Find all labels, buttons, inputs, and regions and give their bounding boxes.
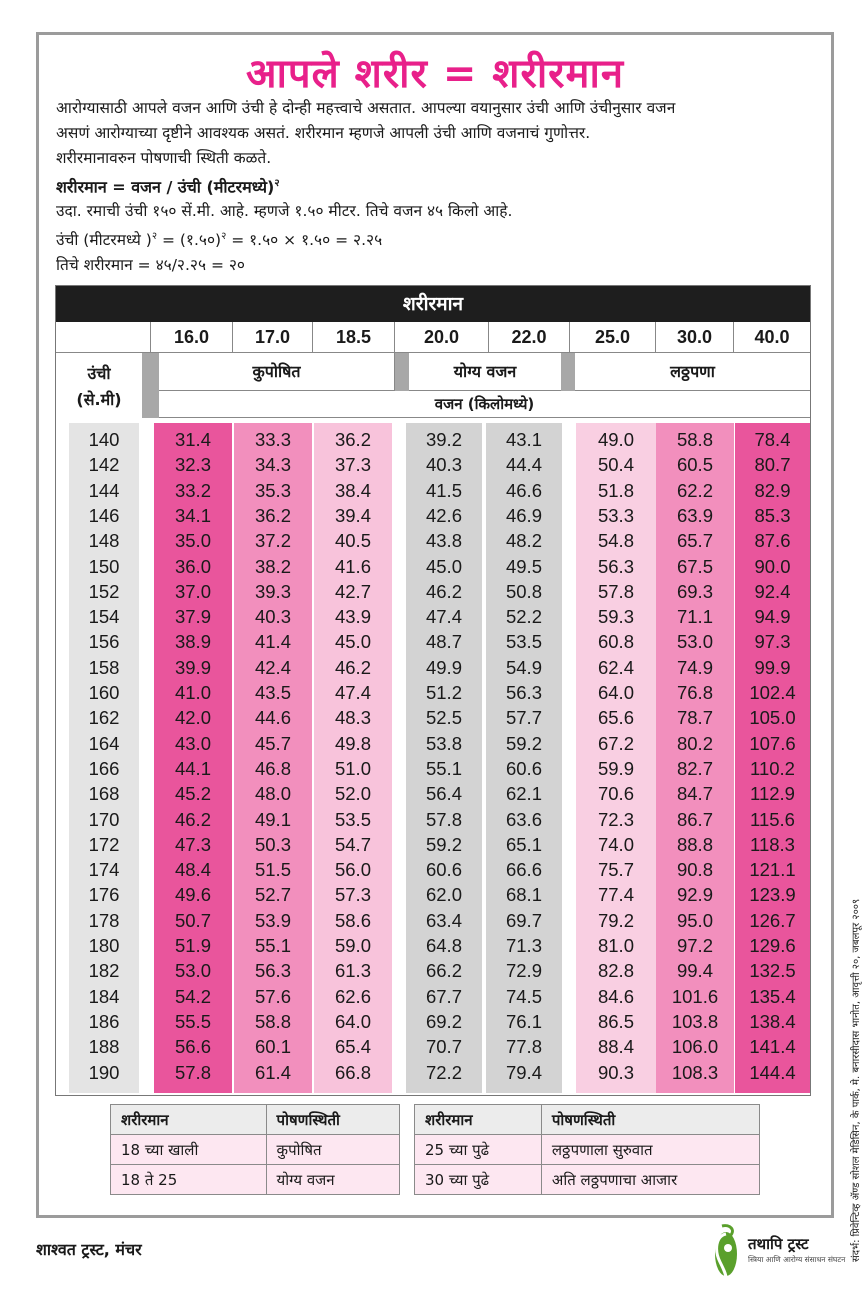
weight-cell: 79.4 <box>505 1061 542 1083</box>
weight-cell: 48.7 <box>425 631 462 653</box>
footer-logo-title: तथापि ट्रस्ट <box>748 1235 809 1253</box>
weight-cell: 51.8 <box>597 479 634 501</box>
weight-cell: 106.0 <box>671 1036 719 1058</box>
weight-cell: 64.0 <box>334 1010 371 1032</box>
weight-cell: 39.9 <box>174 656 211 678</box>
weight-cell: 38.4 <box>334 479 371 501</box>
weight-cell: 52.0 <box>334 783 371 805</box>
weight-cell: 132.5 <box>749 960 796 982</box>
height-cell: 168 <box>88 783 120 805</box>
height-cell: 178 <box>88 909 120 931</box>
weight-cell: 59.2 <box>505 732 542 754</box>
weight-cell: 65.4 <box>334 1036 371 1058</box>
weight-cell: 53.5 <box>334 808 371 830</box>
weight-cell: 58.8 <box>254 1010 291 1032</box>
legend-right-header-bmi: शरीरमान <box>415 1105 542 1135</box>
height-cell: 148 <box>88 530 120 552</box>
height-cell: 164 <box>88 732 120 754</box>
weight-cell: 41.4 <box>254 631 291 653</box>
weight-cell: 74.5 <box>505 985 542 1007</box>
intro-line-1: आरोग्यासाठी आपले वजन आणि उंची हे दोन्ही महत्त्वाचे असतात. आपल्या वयानुसार उंची आणि उंचीनुसार वजन <box>56 99 676 117</box>
intro-line-3: शरीरमानावरुन पोषणाची स्थिती कळते. <box>56 149 272 167</box>
weight-cell: 99.9 <box>754 656 791 678</box>
legend-table-right <box>414 1104 760 1195</box>
weight-cell: 102.4 <box>749 682 796 703</box>
weight-cell: 49.8 <box>334 732 371 754</box>
weight-cell: 39.4 <box>334 504 371 526</box>
header-blank-cell <box>56 322 151 353</box>
weight-cell: 69.3 <box>676 580 713 602</box>
bmi-header-30: 30.0 <box>656 322 734 353</box>
weight-cell: 56.4 <box>425 783 462 805</box>
weight-cell: 39.2 <box>425 429 462 450</box>
height-label: उंची (से.मी) <box>76 364 122 409</box>
weight-cell: 47.4 <box>425 606 462 628</box>
height-cell: 176 <box>88 884 120 906</box>
weight-cell: 97.3 <box>754 631 791 653</box>
weight-cell: 65.6 <box>597 707 634 729</box>
weight-cell: 76.1 <box>505 1010 542 1032</box>
weight-cell: 43.5 <box>254 682 291 703</box>
weight-cell: 54.9 <box>505 656 542 678</box>
weight-cell: 46.2 <box>174 808 211 830</box>
weight-cell: 49.5 <box>505 555 542 577</box>
weight-cell: 115.6 <box>750 808 795 830</box>
weight-cell: 86.5 <box>597 1010 634 1032</box>
group-normal-weight: योग्य वजन <box>409 353 561 391</box>
weight-cell: 57.7 <box>505 707 542 729</box>
legend-table-left <box>110 1104 400 1195</box>
weight-cell: 144.4 <box>749 1061 796 1083</box>
gray-divider-3 <box>561 353 575 391</box>
weight-cell: 56.0 <box>334 859 371 881</box>
weight-cell: 67.5 <box>676 555 713 577</box>
weight-cell: 66.6 <box>505 859 542 881</box>
height-cell: 170 <box>88 808 120 830</box>
weight-cell: 66.2 <box>425 960 462 982</box>
weight-cell: 58.6 <box>334 909 371 931</box>
weight-cell: 63.4 <box>425 909 462 931</box>
example-line-1: उदा. रमाची उंची १५० सें.मी. आहे. म्हणजे १.५० मीटर. तिचे वजन ४५ किलो आहे. <box>56 202 513 221</box>
legend-left-row2-status: योग्य वजन <box>266 1165 399 1195</box>
height-cell: 144 <box>88 479 120 501</box>
weight-cell: 108.3 <box>671 1061 719 1083</box>
height-cell: 174 <box>88 859 120 881</box>
weight-cell: 97.2 <box>676 935 713 956</box>
weight-cell: 43.0 <box>174 732 211 754</box>
weight-cell: 70.6 <box>597 783 634 805</box>
weight-cell: 42.0 <box>174 707 211 729</box>
weight-cell: 74.0 <box>597 833 634 855</box>
weight-cell: 51.9 <box>174 935 211 956</box>
weight-cell: 69.7 <box>505 909 542 931</box>
weight-cell: 53.5 <box>505 631 542 653</box>
weight-cell: 49.9 <box>425 656 462 678</box>
height-cell: 172 <box>88 833 120 855</box>
weight-cell: 82.7 <box>676 757 713 779</box>
weight-cell: 105.0 <box>749 707 796 729</box>
weight-cell: 92.4 <box>754 580 791 602</box>
height-column <box>69 423 139 1093</box>
legend-right-row2-bmi: 30 च्या पुढे <box>415 1165 542 1195</box>
weight-cell: 54.7 <box>334 833 371 855</box>
legend-left-header-status: पोषणस्थिती <box>266 1105 399 1135</box>
weight-cell: 61.3 <box>334 960 371 982</box>
weight-cell: 46.8 <box>254 757 291 779</box>
weight-cell: 67.2 <box>597 732 634 754</box>
weight-cell: 86.7 <box>676 808 713 830</box>
height-cell: 158 <box>88 656 120 678</box>
weight-cell: 112.9 <box>750 783 795 805</box>
legend-left-row1-status: कुपोषित <box>266 1135 399 1165</box>
weight-cell: 41.0 <box>174 682 211 703</box>
weight-column-bmi-18-5 <box>314 423 392 1093</box>
group-undernourished: कुपोषित <box>159 353 395 391</box>
weight-column-bmi-25-0 <box>576 423 656 1093</box>
weight-kg-label: वजन (किलोमध्ये) <box>159 391 810 418</box>
weight-cell: 49.1 <box>254 808 291 830</box>
weight-cell: 36.2 <box>334 429 371 450</box>
weight-cell: 52.2 <box>505 606 542 628</box>
weight-cell: 47.3 <box>174 833 211 855</box>
weight-cell: 48.2 <box>505 530 542 552</box>
weight-cell: 62.0 <box>425 884 462 906</box>
weight-cell: 59.3 <box>597 606 634 628</box>
weight-cell: 39.3 <box>254 580 291 602</box>
page-title: आपले शरीर = शरीरमान <box>245 51 625 97</box>
height-cell: 154 <box>88 606 120 628</box>
height-cell: 146 <box>88 504 120 526</box>
footer-trust-name: शाश्वत ट्रस्ट, मंचर <box>36 1240 142 1259</box>
weight-cell: 62.4 <box>597 656 634 678</box>
height-cell: 188 <box>88 1036 120 1058</box>
weight-cell: 38.9 <box>174 631 211 653</box>
weight-cell: 80.7 <box>754 454 791 476</box>
weight-cell: 42.7 <box>334 580 371 602</box>
weight-cell: 31.4 <box>174 429 211 450</box>
example-line-2: उंची (मीटरमध्ये )$^२$ = (१.५०)$^२$ = १.५० × १.५० = २.२५ <box>56 231 383 250</box>
weight-cell: 60.8 <box>597 631 634 653</box>
weight-cell: 84.7 <box>676 783 713 805</box>
height-cell: 152 <box>88 580 120 602</box>
weight-column-bmi-40-0 <box>735 423 810 1093</box>
height-cell: 180 <box>88 935 120 956</box>
weight-cell: 46.9 <box>505 504 542 526</box>
weight-cell: 60.5 <box>676 454 713 476</box>
weight-column-bmi-22-0 <box>486 423 562 1093</box>
weight-cell: 51.5 <box>254 859 291 881</box>
weight-cell: 60.6 <box>505 757 542 779</box>
weight-cell: 41.5 <box>425 479 462 501</box>
height-cell: 156 <box>88 631 120 653</box>
table-header-bar: शरीरमान <box>56 286 810 322</box>
weight-cell: 57.6 <box>254 985 291 1007</box>
height-cell: 150 <box>88 555 120 577</box>
weight-cell: 33.2 <box>174 479 211 501</box>
weight-cell: 34.3 <box>254 454 291 476</box>
weight-cell: 34.1 <box>174 504 211 526</box>
weight-cell: 45.0 <box>425 555 462 577</box>
bmi-formula: शरीरमान = वजन / उंची (मीटरमध्ये)$^२$ <box>56 177 280 197</box>
weight-cell: 37.3 <box>334 454 371 476</box>
weight-column-bmi-20-0 <box>406 423 482 1093</box>
weight-cell: 62.6 <box>334 985 371 1007</box>
weight-cell: 44.1 <box>174 757 211 779</box>
weight-cell: 57.8 <box>425 808 462 830</box>
weight-cell: 70.7 <box>425 1036 462 1058</box>
weight-cell: 62.2 <box>676 479 713 501</box>
bmi-header-18-5: 18.5 <box>313 322 395 353</box>
weight-cell: 42.6 <box>425 504 462 526</box>
legend-right-row1-bmi: 25 च्या पुढे <box>415 1135 542 1165</box>
weight-cell: 40.5 <box>334 530 371 552</box>
bmi-header-40: 40.0 <box>734 322 810 353</box>
weight-cell: 82.9 <box>754 479 791 501</box>
weight-column-bmi-17-0 <box>234 423 312 1093</box>
weight-cell: 45.7 <box>254 732 291 754</box>
example-line-3: तिचे शरीरमान = ४५/२.२५ = २० <box>56 256 245 275</box>
weight-cell: 53.0 <box>174 960 211 982</box>
weight-cell: 99.4 <box>676 960 713 982</box>
weight-cell: 35.3 <box>254 479 291 501</box>
weight-cell: 37.9 <box>174 606 211 628</box>
weight-cell: 58.8 <box>676 429 713 450</box>
weight-cell: 48.0 <box>254 783 291 805</box>
weight-cell: 38.2 <box>254 555 291 577</box>
weight-cell: 35.0 <box>174 530 211 552</box>
weight-cell: 82.8 <box>597 960 634 982</box>
weight-cell: 121.1 <box>749 859 796 881</box>
weight-cell: 33.3 <box>254 429 291 450</box>
weight-cell: 60.1 <box>254 1036 291 1058</box>
weight-cell: 72.2 <box>425 1061 462 1083</box>
weight-cell: 103.8 <box>671 1010 719 1032</box>
legend-left-row1-bmi: 18 च्या खाली <box>111 1135 267 1165</box>
weight-cell: 88.8 <box>676 833 713 855</box>
weight-cell: 49.0 <box>597 429 634 450</box>
weight-cell: 50.4 <box>597 454 634 476</box>
weight-cell: 101.6 <box>671 985 719 1007</box>
bmi-header-25: 25.0 <box>570 322 656 353</box>
weight-cell: 77.4 <box>597 884 634 906</box>
reference-note: संदर्भ: प्रिवेन्टिव्ह ॲण्ड सोशल मेडिसिन, के पार्क, मे. बनारसीदास भानोत, आवृत्ती २०, जबलपूर २००९ <box>851 898 862 1262</box>
weight-cell: 50.3 <box>254 833 291 855</box>
weight-cell: 56.3 <box>505 682 542 703</box>
weight-cell: 53.8 <box>425 732 462 754</box>
weight-cell: 141.4 <box>749 1036 796 1058</box>
weight-cell: 87.6 <box>754 530 791 552</box>
weight-cell: 138.4 <box>749 1010 796 1032</box>
weight-cell: 65.1 <box>505 833 542 855</box>
bmi-header-22: 22.0 <box>489 322 570 353</box>
weight-cell: 50.8 <box>505 580 542 602</box>
height-cell: 160 <box>88 682 120 703</box>
weight-cell: 95.0 <box>676 909 713 931</box>
legend-right-header-status: पोषणस्थिती <box>541 1105 759 1135</box>
legend-right-row2-status: अति लठ्ठपणाचा आजार <box>541 1165 759 1195</box>
weight-cell: 90.0 <box>754 555 791 577</box>
weight-cell: 129.6 <box>749 935 796 956</box>
bmi-header-17: 17.0 <box>233 322 313 353</box>
weight-cell: 45.2 <box>174 783 211 805</box>
weight-cell: 60.6 <box>425 859 462 881</box>
weight-cell: 53.0 <box>676 631 713 653</box>
weight-cell: 78.4 <box>754 429 791 450</box>
weight-cell: 52.5 <box>425 707 462 729</box>
weight-cell: 46.2 <box>425 580 462 602</box>
weight-cell: 53.9 <box>254 909 291 931</box>
weight-cell: 37.2 <box>254 530 291 552</box>
weight-cell: 88.4 <box>597 1036 634 1058</box>
weight-cell: 59.2 <box>425 833 462 855</box>
weight-cell: 59.0 <box>334 935 371 956</box>
weight-cell: 92.9 <box>676 884 713 906</box>
weight-cell: 81.0 <box>597 935 634 956</box>
legend-right-row1-status: लठ्ठपणाला सुरुवात <box>541 1135 759 1165</box>
gray-divider-2 <box>395 353 409 391</box>
weight-column-bmi-16-0 <box>154 423 232 1093</box>
weight-cell: 90.3 <box>597 1061 634 1083</box>
weight-cell: 65.7 <box>676 530 713 552</box>
weight-cell: 51.2 <box>425 682 462 703</box>
weight-cell: 52.7 <box>254 884 291 906</box>
weight-cell: 43.1 <box>505 429 542 450</box>
weight-cell: 54.8 <box>597 530 634 552</box>
weight-cell: 76.8 <box>676 682 713 703</box>
height-cell: 186 <box>88 1010 120 1032</box>
weight-cell: 74.9 <box>676 656 713 678</box>
weight-cell: 42.4 <box>254 656 291 678</box>
tathapi-logo-icon <box>708 1222 744 1280</box>
weight-cell: 44.4 <box>505 454 542 476</box>
weight-cell: 36.2 <box>254 504 291 526</box>
weight-cell: 79.2 <box>597 909 634 931</box>
weight-cell: 80.2 <box>676 732 713 754</box>
weight-cell: 75.7 <box>597 859 634 881</box>
weight-cell: 94.9 <box>754 606 791 628</box>
weight-cell: 61.4 <box>254 1061 291 1083</box>
weight-cell: 135.4 <box>749 985 796 1007</box>
weight-cell: 77.8 <box>505 1036 542 1058</box>
weight-cell: 72.9 <box>505 960 542 982</box>
weight-cell: 47.4 <box>334 682 371 703</box>
weight-cell: 59.9 <box>597 757 634 779</box>
weight-cell: 43.8 <box>425 530 462 552</box>
weight-cell: 49.6 <box>174 884 211 906</box>
weight-cell: 40.3 <box>425 454 462 476</box>
weight-cell: 78.7 <box>676 707 713 729</box>
weight-cell: 66.8 <box>334 1061 371 1083</box>
weight-column-bmi-30-0 <box>656 423 734 1093</box>
weight-cell: 41.6 <box>334 555 371 577</box>
height-cell: 140 <box>88 429 120 450</box>
weight-cell: 56.3 <box>597 555 634 577</box>
weight-cell: 63.9 <box>676 504 713 526</box>
weight-cell: 37.0 <box>174 580 211 602</box>
height-cell: 166 <box>88 757 120 779</box>
weight-cell: 84.6 <box>597 985 634 1007</box>
weight-cell: 64.0 <box>597 682 634 703</box>
weight-cell: 62.1 <box>505 783 542 805</box>
weight-cell: 48.4 <box>174 859 211 881</box>
bmi-header-16: 16.0 <box>151 322 233 353</box>
weight-cell: 69.2 <box>425 1010 462 1032</box>
weight-cell: 110.2 <box>750 757 795 779</box>
weight-cell: 46.6 <box>505 479 542 501</box>
weight-cell: 67.7 <box>425 985 462 1007</box>
intro-text <box>56 96 816 278</box>
weight-cell: 55.1 <box>254 935 291 956</box>
height-cell: 162 <box>88 707 120 729</box>
weight-cell: 32.3 <box>174 454 211 476</box>
weight-cell: 57.8 <box>174 1061 211 1083</box>
weight-cell: 107.6 <box>749 732 796 754</box>
weight-cell: 123.9 <box>749 884 796 906</box>
height-cell: 142 <box>88 454 120 476</box>
legend-left-row2-bmi: 18 ते 25 <box>111 1165 267 1195</box>
weight-cell: 46.2 <box>334 656 371 678</box>
weight-cell: 44.6 <box>254 707 291 729</box>
group-obesity: लठ्ठपणा <box>575 353 810 391</box>
weight-cell: 48.3 <box>334 707 371 729</box>
weight-cell: 56.3 <box>254 960 291 982</box>
height-cell: 190 <box>88 1061 120 1083</box>
gray-divider-1 <box>142 353 159 418</box>
weight-cell: 68.1 <box>505 884 542 906</box>
weight-cell: 57.3 <box>334 884 371 906</box>
weight-cell: 50.7 <box>174 909 211 931</box>
weight-cell: 63.6 <box>505 808 542 830</box>
bmi-table <box>55 285 811 1096</box>
weight-cell: 36.0 <box>174 555 211 577</box>
weight-cell: 72.3 <box>597 808 634 830</box>
weight-cell: 51.0 <box>334 757 371 779</box>
footer-logo-subtitle: स्त्रिया आणि आरोग्य संसाधन संघटन <box>748 1255 846 1264</box>
weight-cell: 90.8 <box>676 859 713 881</box>
weight-cell: 43.9 <box>334 606 371 628</box>
weight-cell: 40.3 <box>254 606 291 628</box>
weight-cell: 64.8 <box>425 935 462 956</box>
height-cell: 184 <box>88 985 120 1007</box>
weight-cell: 71.3 <box>505 935 542 956</box>
bmi-header-20: 20.0 <box>395 322 489 353</box>
weight-cell: 53.3 <box>597 504 634 526</box>
weight-cell: 85.3 <box>754 504 791 526</box>
weight-cell: 56.6 <box>174 1036 211 1058</box>
weight-cell: 71.1 <box>676 606 713 628</box>
weight-cell: 45.0 <box>334 631 371 653</box>
weight-cell: 55.1 <box>425 757 462 779</box>
weight-cell: 55.5 <box>174 1010 211 1032</box>
weight-cell: 57.8 <box>597 580 634 602</box>
weight-cell: 54.2 <box>174 985 211 1007</box>
weight-cell: 118.3 <box>750 833 795 855</box>
height-cell: 182 <box>88 960 120 982</box>
intro-line-2: असणं आरोग्याच्या दृष्टीने आवश्यक असतं. शरीरमान म्हणजे आपली उंची आणि वजनाचं गुणोत्तर. <box>56 124 591 142</box>
legend-left-header-bmi: शरीरमान <box>111 1105 267 1135</box>
weight-cell: 126.7 <box>749 909 796 931</box>
